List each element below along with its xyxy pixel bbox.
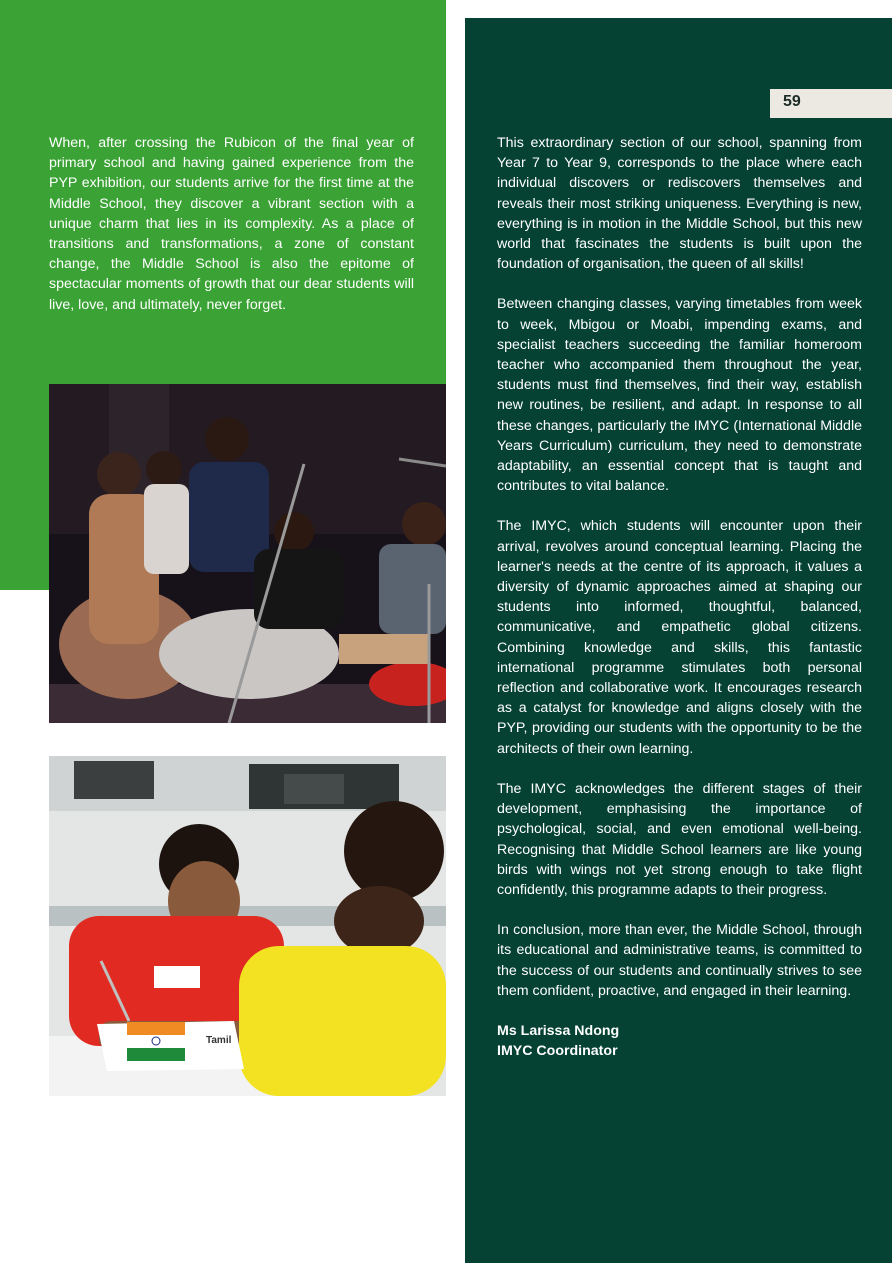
article-paragraph-2: Between changing classes, varying timetables from week to week, Mbigou or Moabi, impending exams, and specialist teachers succeeding the familiar homeroom teacher who accompanied them throughout the year, students must find themselves, find their way, establish new routines, be resilient, and adapt. In response to all these changes, particularly the IMYC (International Middle Years Curriculum) curriculum, they need to demonstrate adaptability, an essential concept that is taught and contributes to vital balance. [497, 296, 862, 495]
intro-paragraph: When, after crossing the Rubicon of the final year of primary school and having gained experience from the PYP exhibition, our students arrive for the first time at the Middle School, they discover a vibrant section with a unique charm that lies in its complexity. As a place of transitions and transformations, a zone of constant change, the Middle School is also the epitome of spectacular moments of growth that our dear students will live, love, and ultimately, never forget. [49, 135, 414, 313]
article-paragraph-3: The IMYC, which students will encounter upon their arrival, revolves around conceptual learning. Placing the learner's needs at the centre of its approach, it values a diversity of dynamic approaches aimed at shaping our students into informed, thoughtful, balanced, communicative, and empathetic global citizens. Combining knowledge and skills, this fantastic international programme stimulates both personal reflection and collaborative work. It encourages research as a catalyst for knowledge and aligns closely with the PYP, providing our students with the opportunity to be the architects of their own learning. [497, 518, 862, 757]
author-name: Ms Larissa Ndong [497, 1022, 620, 1039]
author-role: IMYC Coordinator [497, 1043, 618, 1060]
article-column [497, 133, 862, 1061]
flag-card-label: Tamil [206, 1035, 232, 1046]
article-paragraph-5: In conclusion, more than ever, the Middle School, through its educational and administrative teams, is committed to the success of our students and continually strives to see them confident, proactive, and engaged in their learning. [497, 922, 862, 999]
article-paragraph-1: This extraordinary section of our school, spanning from Year 7 to Year 9, corresponds to the place where each individual discovers or rediscovers themselves and reveals their most striking uniqueness. Everything is new, everything is in motion in the Middle School, but this new world that fascinates the students is built upon the foundation of organisation, the queen of all skills! [497, 135, 862, 273]
article-paragraph-4: The IMYC acknowledges the different stages of their development, emphasising the importance of psychological, social, and even emotional well-being. Recognising that Middle School learners are like young birds with wings not yet strong enough to take flight confidently, this programme adapts to their progress. [497, 780, 862, 898]
photo-students-stage [49, 384, 446, 723]
photo-student-writing [49, 756, 446, 1096]
page-number: 59 [783, 93, 801, 110]
page-number-tab [770, 89, 892, 118]
